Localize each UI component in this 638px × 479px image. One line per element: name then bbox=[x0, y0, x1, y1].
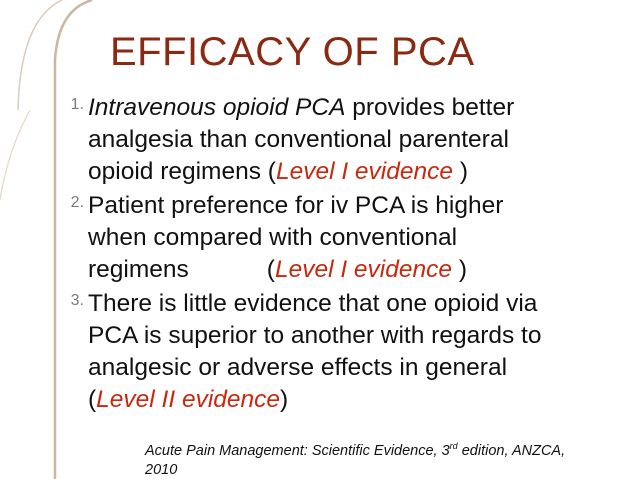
item-line bbox=[88, 92, 638, 124]
italic-lead: Intravenous opioid PCA bbox=[88, 94, 346, 121]
list-number: 1. bbox=[70, 96, 84, 113]
item-line bbox=[88, 254, 638, 286]
evidence-level: Level I evidence bbox=[275, 158, 454, 185]
list-item-2 bbox=[70, 190, 638, 286]
item-text: ) bbox=[452, 256, 467, 283]
item-line: analgesia than conventional parenteral bbox=[88, 126, 509, 153]
item-line: analgesic or adverse effects in general bbox=[88, 354, 508, 381]
item-line: when compared with conventional bbox=[88, 224, 458, 251]
item-text: ( bbox=[266, 256, 275, 283]
item-line: There is little evidence that one opioid via bbox=[88, 290, 538, 317]
list-number: 3. bbox=[70, 292, 84, 309]
item-line bbox=[88, 156, 638, 188]
citation bbox=[145, 437, 615, 479]
item-text: regimens bbox=[88, 256, 189, 283]
list-number: 2. bbox=[70, 194, 84, 211]
list-item-1 bbox=[70, 92, 638, 188]
item-line: Patient preference for iv PCA is higher bbox=[88, 192, 504, 219]
item-text: provides better bbox=[345, 94, 515, 121]
citation-text: edition, ANZCA, bbox=[457, 442, 566, 459]
evidence-level: Level I evidence bbox=[274, 256, 453, 283]
item-text: ( bbox=[88, 386, 97, 413]
list-item-3 bbox=[70, 288, 638, 416]
item-line: PCA is superior to another with regards to bbox=[88, 322, 542, 349]
citation-line bbox=[145, 437, 615, 461]
citation-superscript: rd bbox=[449, 441, 458, 451]
evidence-level: Level II evidence bbox=[96, 386, 281, 413]
frame-curve-top bbox=[55, 0, 92, 479]
citation-line: 2010 bbox=[145, 461, 178, 478]
item-text: opioid regimens ( bbox=[88, 158, 276, 185]
slide-title: EFFICACY OF PCA bbox=[110, 30, 475, 74]
frame-curve-left bbox=[0, 110, 30, 200]
citation-text: Acute Pain Management: Scientific Evidence, 3 bbox=[145, 442, 450, 459]
item-text: ) bbox=[453, 158, 468, 185]
item-line bbox=[88, 384, 638, 416]
item-text: ) bbox=[280, 386, 289, 413]
